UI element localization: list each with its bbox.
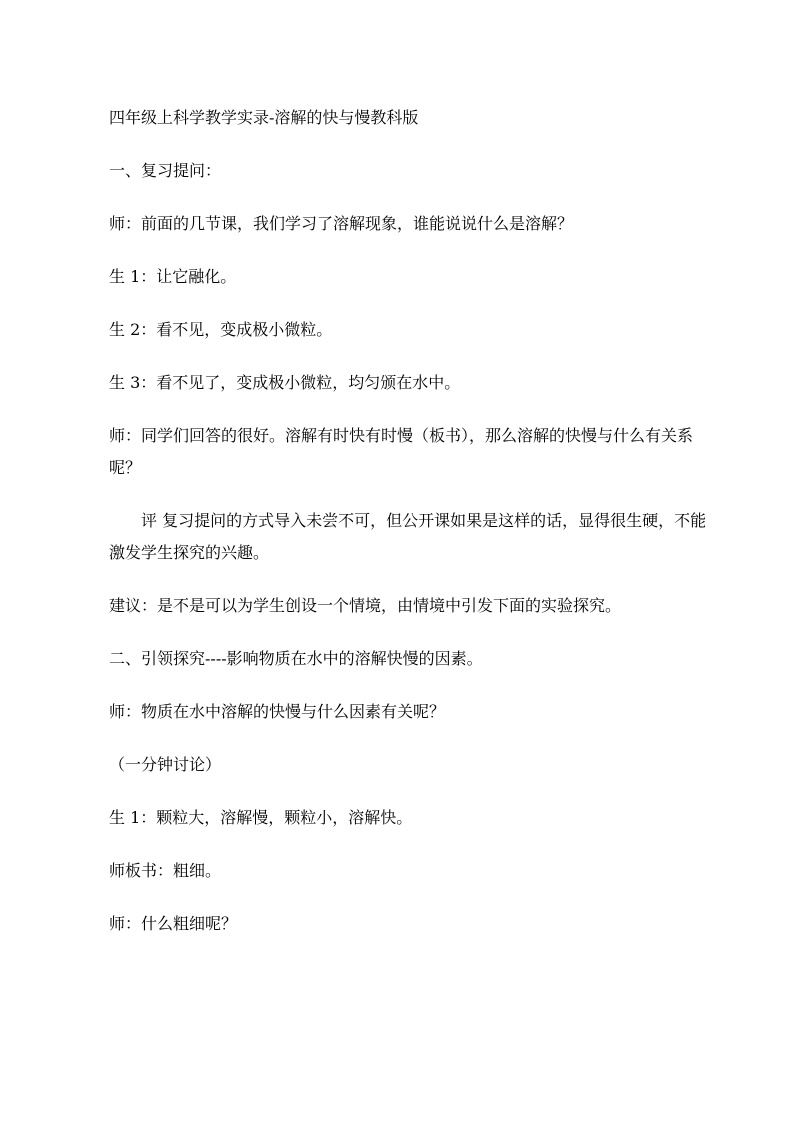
section-heading-review: 一、复习提问：	[109, 161, 222, 180]
dialogue-line: 师板书：粗细。	[109, 861, 222, 880]
dialogue-line: 师：物质在水中溶解的快慢与什么因素有关呢？	[109, 702, 446, 721]
section-heading-inquiry: 二、引领探究----影响物质在水中的溶解快慢的因素。	[109, 649, 483, 668]
dialogue-line: 师：什么粗细呢？	[109, 914, 238, 933]
dialogue-line: 师：同学们回答的很好。溶解有时快有时慢（板书），那么溶解的快慢与什么有关系呢？	[109, 426, 694, 477]
dialogue-line: 师：前面的几节课，我们学习了溶解现象，谁能说说什么是溶解？	[109, 214, 574, 233]
stage-note: （一分钟讨论）	[109, 755, 222, 774]
dialogue-line: 生 3：看不见了，变成极小微粒，均匀颁在水中。	[109, 373, 461, 392]
dialogue-line: 生 1：让它融化。	[109, 267, 237, 286]
comment-paragraph: 评 复习提问的方式导入未尝不可，但公开课如果是这样的话，显得很生硬，不能激发学生探究的兴趣。	[109, 511, 707, 562]
dialogue-line: 生 1：颗粒大，溶解慢，颗粒小，溶解快。	[109, 808, 413, 827]
dialogue-line: 生 2：看不见，变成极小微粒。	[109, 320, 333, 339]
document-title: 四年级上科学教学实录-溶解的快与慢教科版	[109, 108, 419, 127]
suggestion-paragraph: 建议：是不是可以为学生创设一个情境，由情境中引发下面的实验探究。	[109, 596, 622, 615]
document-body	[109, 102, 721, 940]
